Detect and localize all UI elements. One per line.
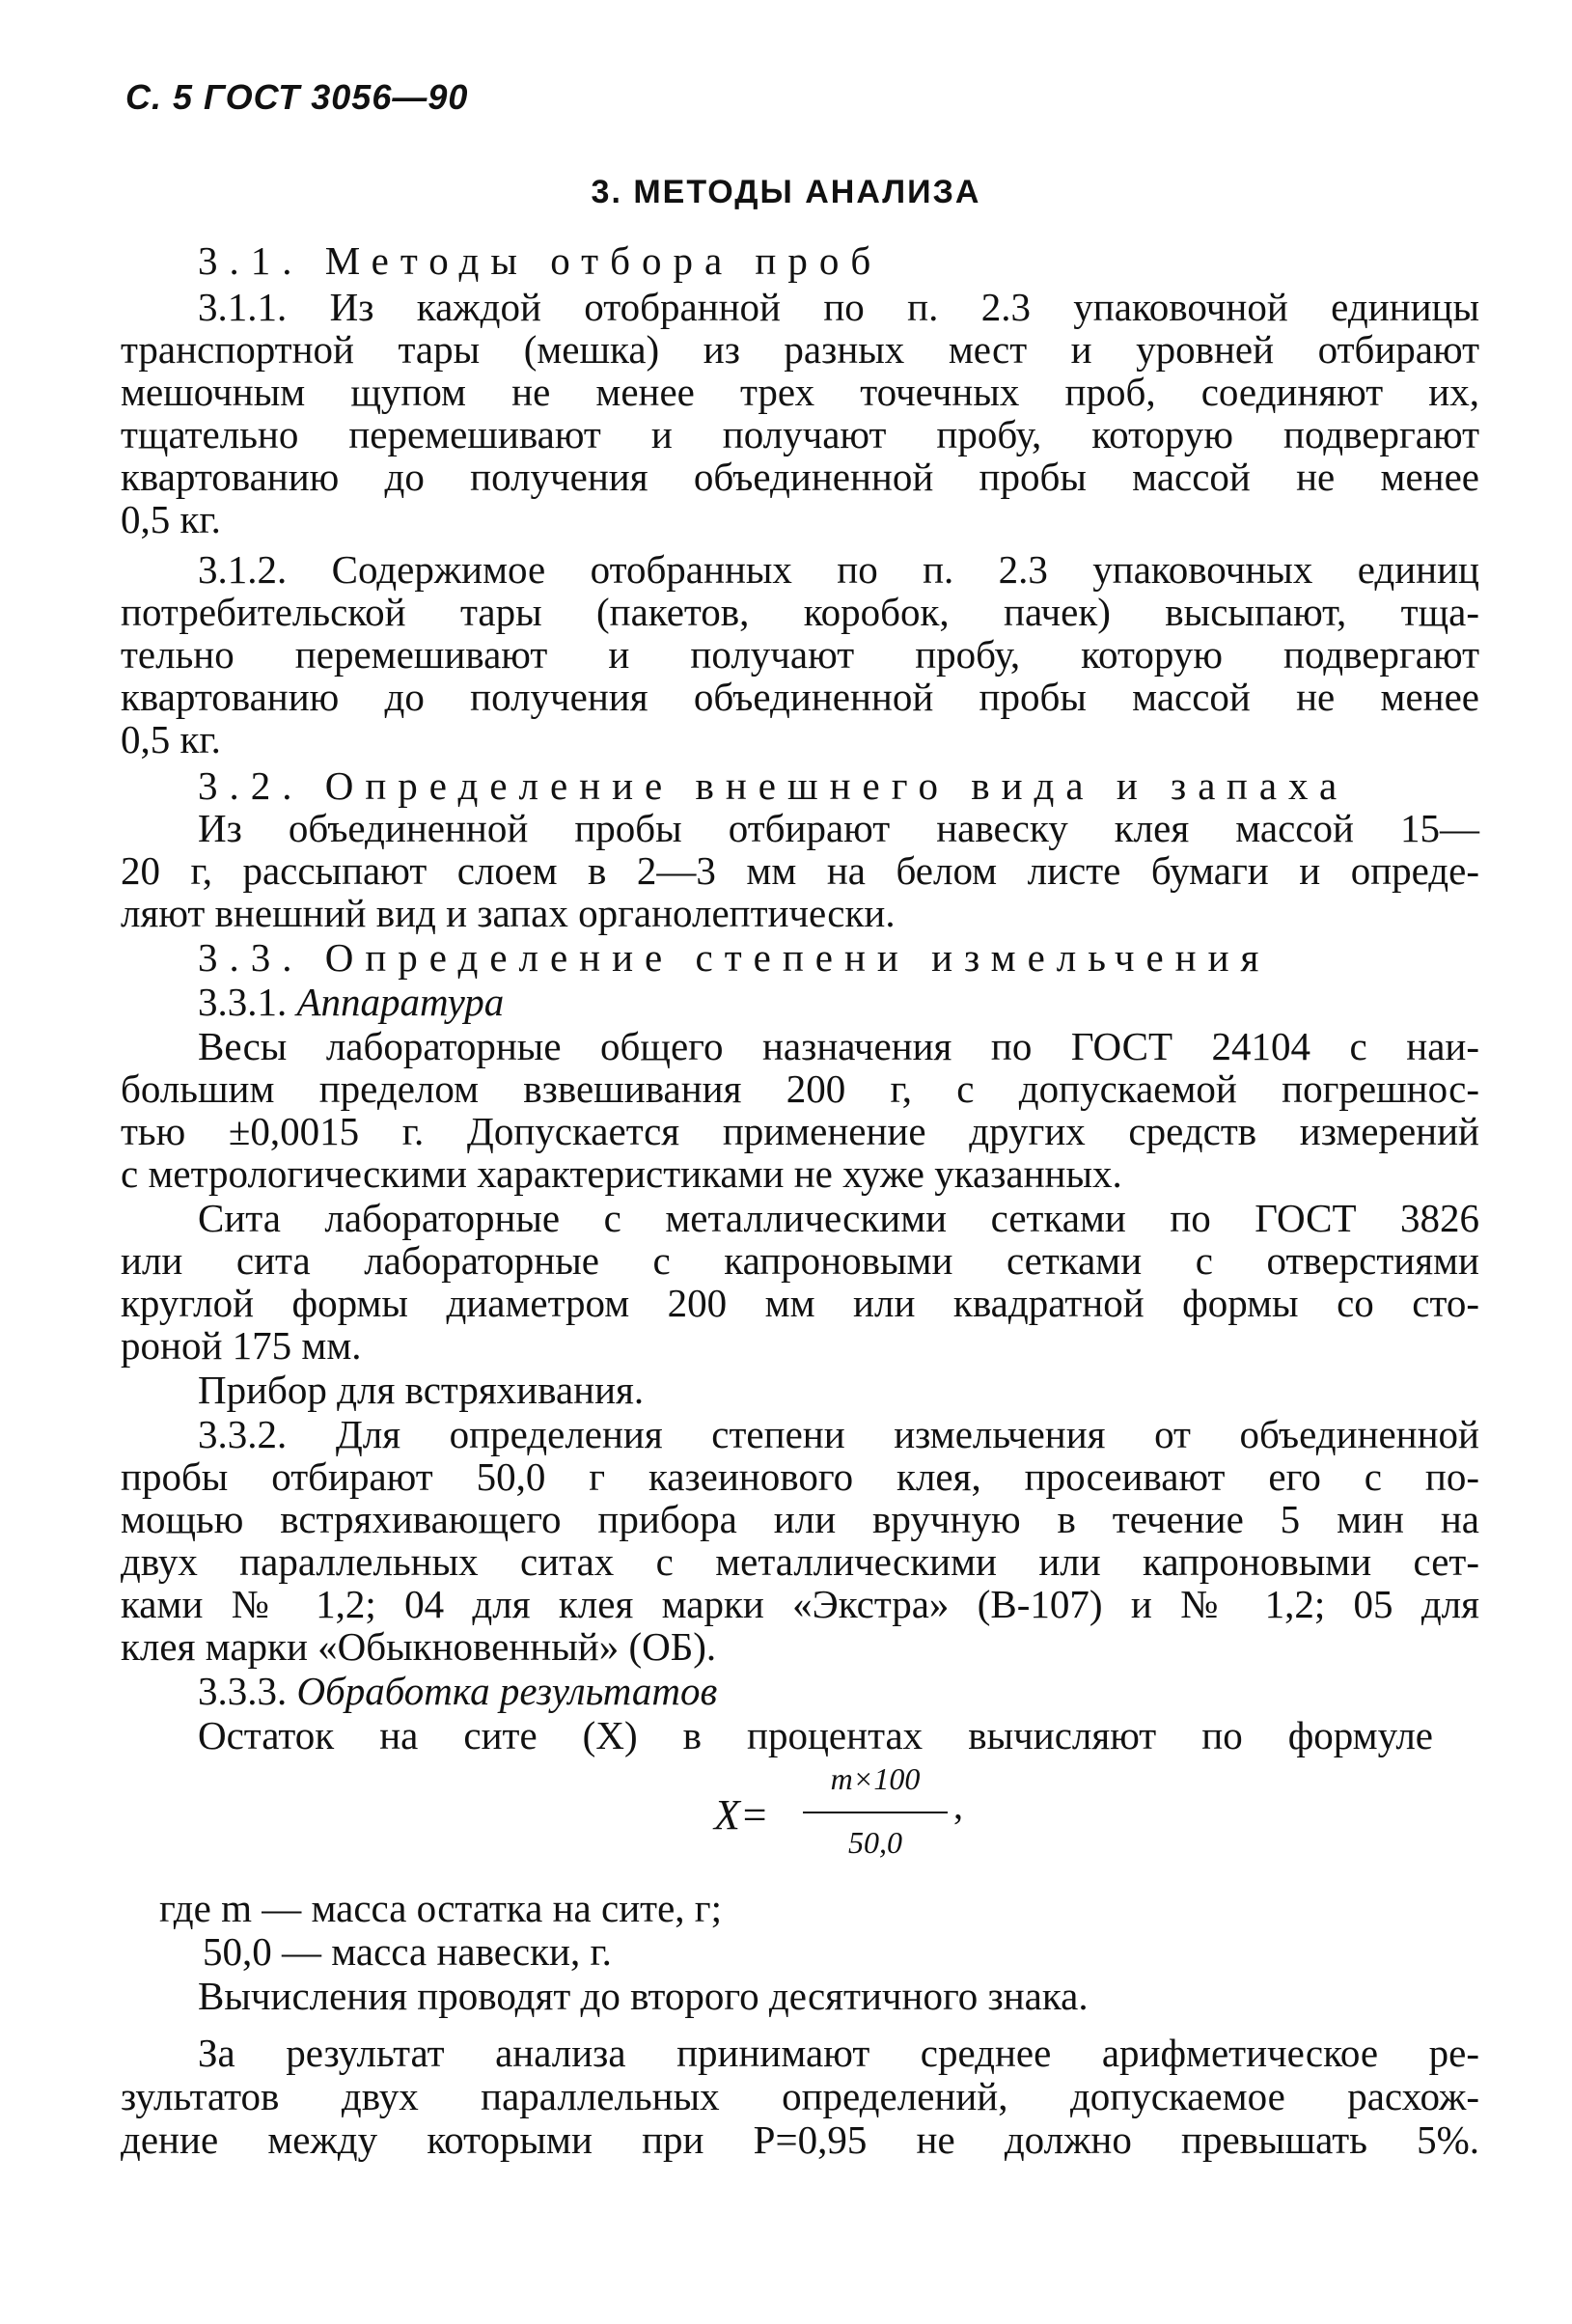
subsection-3-3-3-number: 3.3.3. bbox=[198, 1669, 288, 1713]
subsection-3-3-3-title: Обработка результатов bbox=[296, 1669, 718, 1713]
subsection-3-2-title: 3.2. Определение внешнего вида и запаха bbox=[198, 763, 1349, 808]
para-3-3-2-line-1: 3.3.2. Для определения степени измельчения от объединенной bbox=[198, 1412, 1479, 1456]
para-sieves-line-1: Сита лабораторные с металлическими сетками по ГОСТ 3826 bbox=[198, 1196, 1479, 1240]
para-3-1-2-line-1: 3.1.2. Содержимое отобранных по п. 2.3 упаковочных единиц bbox=[198, 547, 1479, 592]
subsection-3-3-1-number: 3.3.1. bbox=[198, 980, 288, 1024]
para-3-1-1-line-5: квартованию до получения объединенной пробы массой не менее bbox=[121, 455, 1479, 499]
page-header: С. 5 ГОСТ 3056—90 bbox=[125, 77, 469, 117]
para-3-3-2-line-2: пробы отбирают 50,0 г казеинового клея, просеивают его с по- bbox=[121, 1454, 1479, 1499]
para-shaker: Прибор для встряхивания. bbox=[198, 1368, 645, 1412]
subsection-3-3-3-heading bbox=[198, 1670, 717, 1712]
para-formula-intro: Остаток на сите (X) в процентах вычисляют по формуле bbox=[198, 1713, 1433, 1757]
para-3-2-line-2: 20 г, рассыпают слоем в 2—3 мм на белом листе бумаги и опреде- bbox=[121, 848, 1479, 893]
para-3-3-2-line-4: двух параллельных ситах с металлическими или капроновыми сет- bbox=[121, 1539, 1479, 1584]
where-m-line: где m — масса остатка на сите, г; bbox=[159, 1886, 722, 1930]
subsection-3-1-title: 3.1. Методы отбора проб bbox=[198, 238, 883, 283]
para-sieves-line-3: круглой формы диаметром 200 мм или квадратной формы со сто- bbox=[121, 1281, 1479, 1325]
para-scales-line-1: Весы лабораторные общего назначения по ГОСТ 24104 с наи- bbox=[198, 1024, 1479, 1068]
para-3-2-line-1: Из объединенной пробы отбирают навеску клея массой 15— bbox=[198, 806, 1479, 850]
para-3-1-1-line-2: транспортной тары (мешка) из разных мест и уровней отбирают bbox=[121, 327, 1479, 372]
formula-fraction-bar bbox=[803, 1812, 948, 1813]
para-3-1-1-line-1: 3.1.1. Из каждой отобранной по п. 2.3 упаковочной единицы bbox=[198, 285, 1479, 329]
para-sieves-line-2: или сита лабораторные с капроновыми сетками с отверстиями bbox=[121, 1238, 1479, 1283]
para-scales-line-3: тью ±0,0015 г. Допускается применение других средств измерений bbox=[121, 1109, 1479, 1153]
para-3-3-2-line-6: клея марки «Обыкновенный» (ОБ). bbox=[121, 1624, 717, 1669]
para-result-line-2: зультатов двух параллельных определений, допускаемое расхож- bbox=[121, 2074, 1479, 2118]
para-scales-line-2: большим пределом взвешивания 200 г, с допускаемой погрешнос- bbox=[121, 1066, 1479, 1111]
formula-trailing-comma: , bbox=[953, 1784, 963, 1827]
subsection-3-3-1-title: Аппаратура bbox=[296, 980, 505, 1024]
subsection-3-3-1-heading bbox=[198, 981, 504, 1023]
para-3-1-1-line-4: тщательно перемешивают и получают пробу, которую подвергают bbox=[121, 412, 1479, 456]
para-3-3-2-line-3: мощью встряхивающего прибора или вручную в течение 5 мин на bbox=[121, 1497, 1479, 1541]
para-3-1-2-line-3: тельно перемешивают и получают пробу, которую подвергают bbox=[121, 632, 1479, 677]
subsection-3-3-title: 3.3. Определение степени измельчения bbox=[198, 935, 1271, 980]
formula bbox=[714, 1761, 965, 1877]
where-50-line: 50,0 — масса навески, г. bbox=[203, 1929, 612, 1974]
para-result-line-1: За результат анализа принимают среднее арифметическое ре- bbox=[198, 2031, 1479, 2075]
para-3-1-2-line-4: квартованию до получения объединенной пробы массой не менее bbox=[121, 675, 1479, 719]
para-3-1-1-line-3: мешочным щупом не менее трех точечных проб, соединяют их, bbox=[121, 370, 1479, 414]
para-3-3-2-line-5: ками № 1,2; 04 для клея марки «Экстра» (В-107) и № 1,2; 05 для bbox=[121, 1582, 1479, 1626]
para-3-1-1-line-6: 0,5 кг. bbox=[121, 497, 221, 541]
formula-denominator: 50,0 bbox=[848, 1825, 902, 1860]
para-3-2-line-3: ляют внешний вид и запах органолептически. bbox=[121, 891, 896, 935]
para-3-1-2-line-2: потребительской тары (пакетов, коробок, пачек) высыпают, тща- bbox=[121, 590, 1479, 634]
formula-numerator: m×100 bbox=[830, 1761, 921, 1796]
para-3-1-2-line-5: 0,5 кг. bbox=[121, 717, 221, 761]
section-title: 3. МЕТОДЫ АНАЛИЗА bbox=[591, 174, 981, 210]
para-calc: Вычисления проводят до второго десятичного знака. bbox=[198, 1974, 1089, 2018]
formula-lhs: X= bbox=[714, 1791, 769, 1839]
para-scales-line-4: с метрологическими характеристиками не хуже указанных. bbox=[121, 1151, 1122, 1196]
para-sieves-line-4: роной 175 мм. bbox=[121, 1323, 362, 1368]
para-result-line-3: дение между которыми при P=0,95 не должно превышать 5%. bbox=[121, 2117, 1479, 2162]
